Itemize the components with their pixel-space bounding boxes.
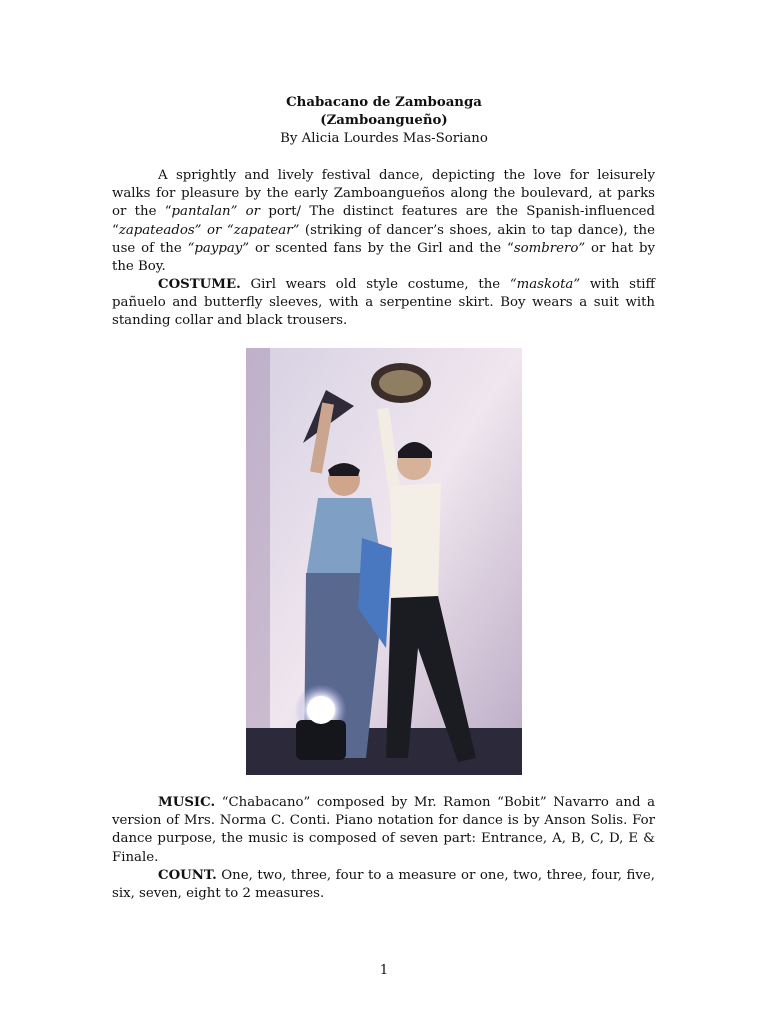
count-label: COUNT. xyxy=(158,868,217,883)
intro-text-3: (striking of dancer’s shoes, akin to tap dance), the use of the xyxy=(112,222,655,256)
dancers-photo xyxy=(246,348,522,775)
intro-term-sombrero: sombrero” xyxy=(513,240,586,256)
intro-text-2: port/ The distinct features are the Spanish-influenced “ xyxy=(112,204,656,238)
intro-text-4: or scented fans by the Girl and the “ xyxy=(249,240,514,256)
costume-text-2: with stiff pañuelo and butterfly sleeves, with a serpentine skirt. Boy wears a suit with standing collar and black trousers. xyxy=(112,277,655,329)
intro-term-paypay: “paypay” xyxy=(187,240,250,256)
music-text: “Chabacano” composed by Mr. Ramon “Bobit” Navarro and a version of Mrs. Norma C. Conti. Piano notation for dance is by Anson Solis. For dance purpose, the music is composed of seven part: Entrance, A, B, C, D, E & Finale. xyxy=(112,795,655,865)
costume-paragraph xyxy=(112,276,655,331)
document-title: Chabacano de Zamboanga xyxy=(286,95,482,110)
document-header xyxy=(0,94,768,149)
count-paragraph xyxy=(112,867,655,903)
document-author: By Alicia Lourdes Mas-Soriano xyxy=(280,131,488,147)
intro-paragraph xyxy=(112,167,655,276)
costume-term-maskota: “maskota” xyxy=(509,277,581,292)
costume-label: COSTUME. xyxy=(158,277,241,292)
intro-term-zapateados: zapateados” or “zapatear” xyxy=(118,222,300,238)
document-subtitle: (Zamboangueño) xyxy=(320,113,448,129)
costume-text-1: Girl wears old style costume, the xyxy=(240,277,510,292)
music-paragraph xyxy=(112,794,655,867)
count-text: One, two, three, four to a measure or one, two, three, four, five, six, seven, eight to 2 measures. xyxy=(112,868,655,902)
music-label: MUSIC. xyxy=(158,795,216,810)
intro-text-5: or hat by the Boy. xyxy=(112,240,655,275)
page-number: 1 xyxy=(379,963,389,978)
intro-text-1: A sprightly and lively festival dance, depicting the love for leisurely walks for pleasure by the early Zamboangueños along the boulevard, at parks or the “ xyxy=(112,168,655,220)
intro-term-pantalan: pantalan” or xyxy=(171,204,261,220)
